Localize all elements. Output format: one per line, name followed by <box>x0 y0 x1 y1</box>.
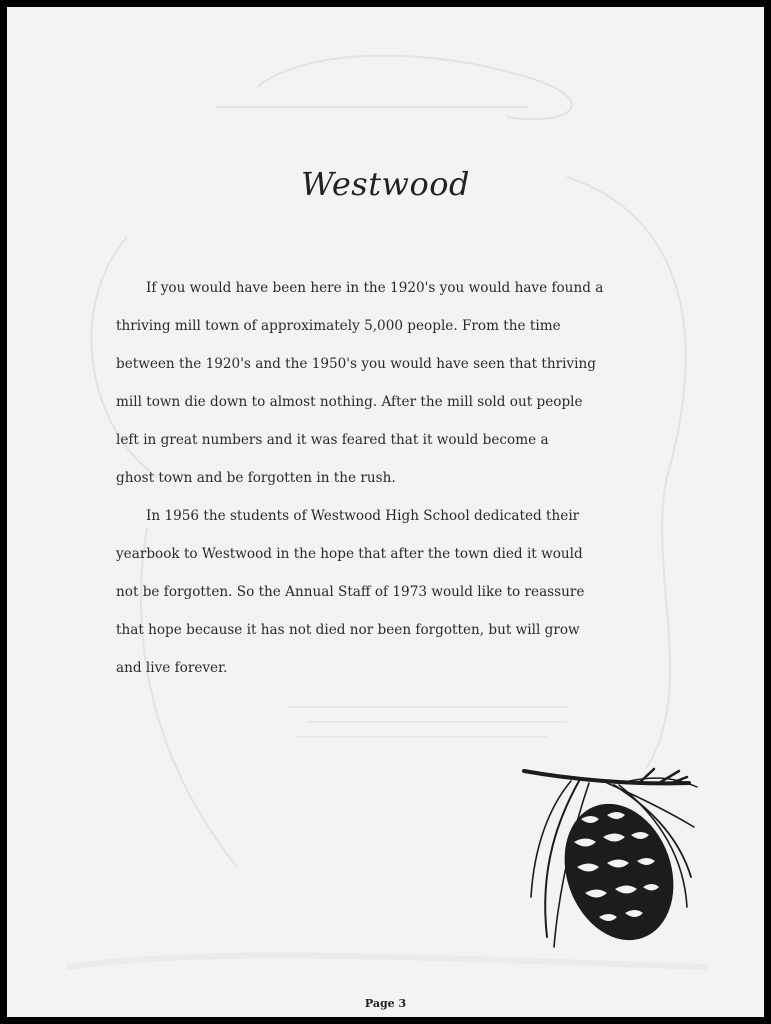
text-line: thriving mill town of approximately 5,000 people. From the time <box>116 318 561 334</box>
text-line: yearbook to Westwood in the hope that after the town died it would <box>116 546 583 562</box>
text-line: that hope because it has not died nor been forgotten, but will grow <box>116 622 580 638</box>
text-line: and live forever. <box>116 660 228 676</box>
page-number: Page 3 <box>364 997 407 1010</box>
page-title: Westwood <box>301 165 470 203</box>
text-line: If you would have been here in the 1920's you would have found a <box>146 280 604 296</box>
text-line: mill town die down to almost nothing. After the mill sold out people <box>116 394 583 410</box>
text-line: left in great numbers and it was feared that it would become a <box>116 432 549 448</box>
document-page <box>7 7 764 1017</box>
text-line: ghost town and be forgotten in the rush. <box>116 470 396 486</box>
body-text <box>116 269 696 687</box>
text-line: not be forgotten. So the Annual Staff of 1973 would like to reassure <box>116 584 585 600</box>
pinecone-icon <box>519 757 699 957</box>
text-line: between the 1920's and the 1950's you would have seen that thriving <box>116 356 596 372</box>
text-line: In 1956 the students of Westwood High School dedicated their <box>146 508 580 524</box>
